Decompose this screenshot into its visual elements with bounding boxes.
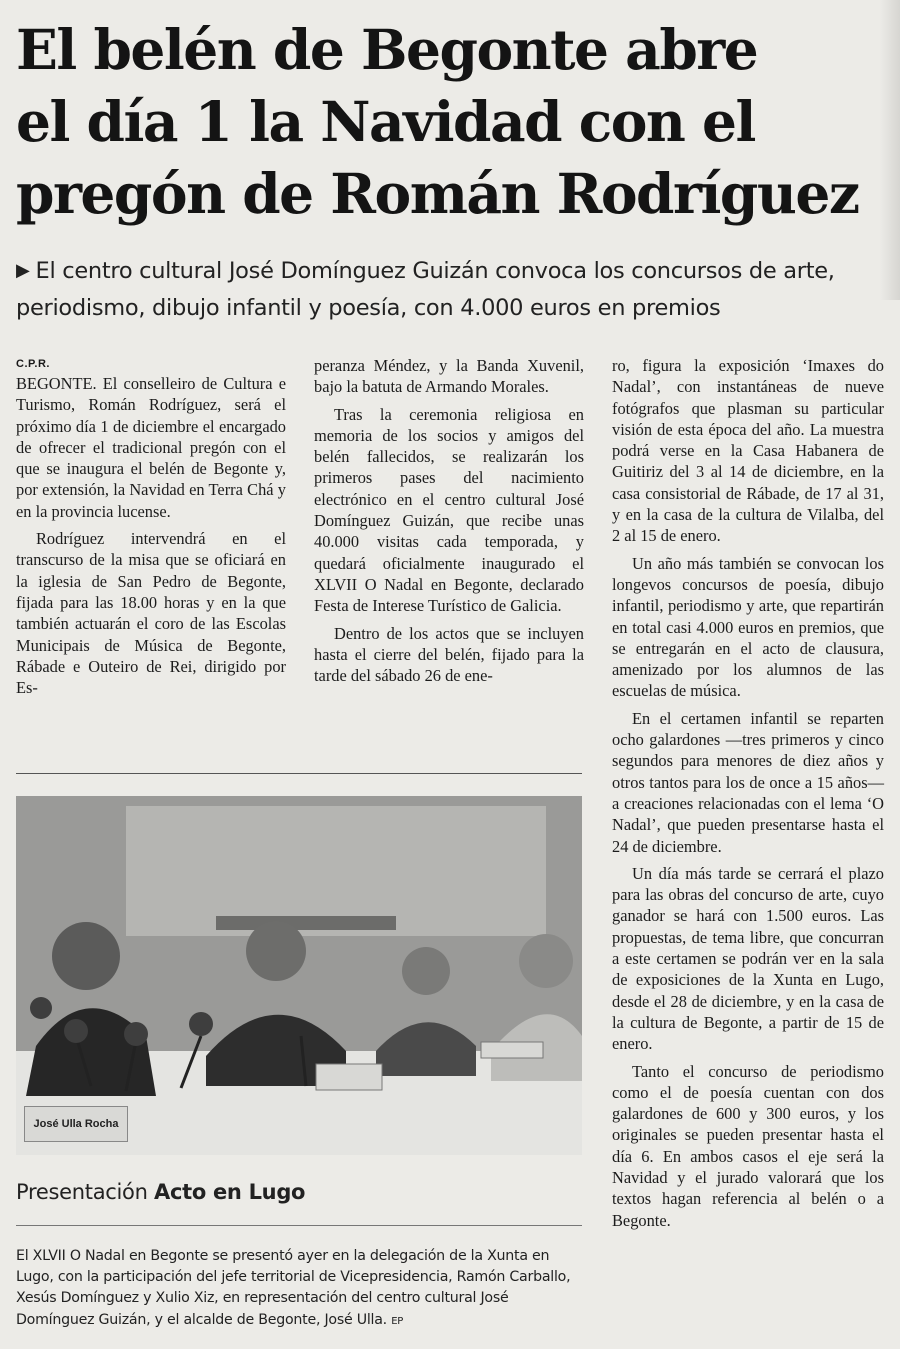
headline-line-1: El belén de Begonte abre — [16, 17, 758, 82]
triangle-marker-icon: ▶ — [16, 260, 30, 281]
paragraph: Un día más tarde se cerrará el plazo para las obras del concurso de arte, cuyo ganador se hará con 1.500 euros. Las propuestas, de tema libre, que concurran a este certamen se podrán ver en la sala de exposiciones de la Xunta en Lugo, desde el 28 de diciembre, y en la casa de la cultura de Begonte, a partir de 15 de enero. — [612, 863, 884, 1054]
press-photo-illustration — [16, 796, 582, 1155]
paragraph: Tanto el concurso de periodismo como el de poesía cuentan con dos galardones de 600 y 300 euros, y los originales se pueden presentar hasta el día 6. En ambos casos el eje será la Navidad y el jurado valorará que los textos hagan referencia al belén o a Begonte. — [612, 1061, 884, 1230]
article-column-3 — [612, 355, 884, 1231]
subheadline-text: El centro cultural José Domínguez Guizán convoca los concursos de arte, periodismo, dibujo infantil y poesía, con 4.000 euros en premios — [16, 258, 835, 321]
paragraph: Tras la ceremonia religiosa en memoria de los socios y amigos del belén fallecidos, se realizarán los primeros pases del nacimiento electrónico en el centro cultural José Domínguez Guizán, que recibe unas 40.000 visitas cada temporada, y quedará oficialmente inaugurado el XLVII O Nadal en Begonte, declarado Festa de Interese Turístico de Galicia. — [314, 404, 584, 616]
caption-kicker: Presentación — [16, 1180, 148, 1204]
byline: C.P.R. — [16, 358, 50, 370]
press-photo — [16, 796, 582, 1155]
headline-line-3: pregón de Román Rodríguez — [16, 161, 859, 226]
paragraph: Un año más también se convocan los longevos concursos de poesía, dibujo infantil, periodismo y arte, que repartirán en total casi 4.000 euros en premios, que se entregarán en el acto de clausura, amenizado por los alumnos de las escuelas de música. — [612, 553, 884, 701]
section-divider — [16, 773, 582, 774]
caption-title — [16, 1180, 305, 1204]
page-edge-shadow — [880, 0, 900, 300]
headline — [16, 14, 896, 230]
paragraph: En el certamen infantil se reparten ocho galardones —tres primeros y cinco segundos para menores de diez años y otros tantos para los de once a 15 años— a creaciones relacionadas con el lema ‘O Nadal’, que pueden presentarse hasta el 24 de diciembre. — [612, 708, 884, 856]
caption-text: El XLVII O Nadal en Begonte se presentó ayer en la delegación de la Xunta en Lugo, con la participación del jefe territorial de Vicepresidencia, Ramón Carballo, Xesús Domínguez y Xulio Xiz, en representación del centro cultural José Domínguez Guizán, y el alcalde de Begonte, José Ulla. — [16, 1248, 571, 1328]
caption-heading: Acto en Lugo — [154, 1180, 306, 1204]
paragraph: Rodríguez intervendrá en el transcurso de la misa que se oficiará en la iglesia de San Pedro de Begonte, fijada para las 18.00 horas y en la que también actuarán el coro de las Escolas Municipais de Música de Begonte, Rábade e Outeiro de Rei, dirigido por Es- — [16, 529, 286, 698]
photo-caption — [16, 1246, 582, 1332]
headline-line-2: el día 1 la Navidad con el — [16, 89, 755, 154]
paragraph: Dentro de los actos que se incluyen hasta el cierre del belén, fijado para la tarde del sábado 26 de ene- — [314, 623, 584, 686]
article-column-2 — [314, 355, 584, 686]
caption-divider — [16, 1225, 582, 1226]
photo-credit: EP — [391, 1315, 404, 1327]
paragraph: BEGONTE. El conselleiro de Cultura e Turismo, Román Rodríguez, será el próximo día 1 de diciembre el encargado de ofrecer el tradicional pregón con el que se inaugura el belén de Begonte y, por extensión, la Navidad en Terra Chá y en la provincia lucense. — [16, 374, 286, 521]
nameplate: José Ulla Rocha — [24, 1106, 128, 1142]
paragraph: ro, figura la exposición ‘Imaxes do Nadal’, con instantáneas de nueve fotógrafos que plasman su particular visión de esta época del año. La muestra podrá verse en la Casa Habanera de Guitiriz del 3 al 14 de diciembre, en la casa consistorial de Rábade, de 17 al 31, y en la casa de la cultura de Vilalba, del 2 al 15 de enero. — [612, 356, 884, 546]
article-column-1 — [16, 373, 286, 698]
paragraph: peranza Méndez, y la Banda Xuvenil, bajo la batuta de Armando Morales. — [314, 356, 584, 397]
subheadline — [16, 252, 896, 327]
